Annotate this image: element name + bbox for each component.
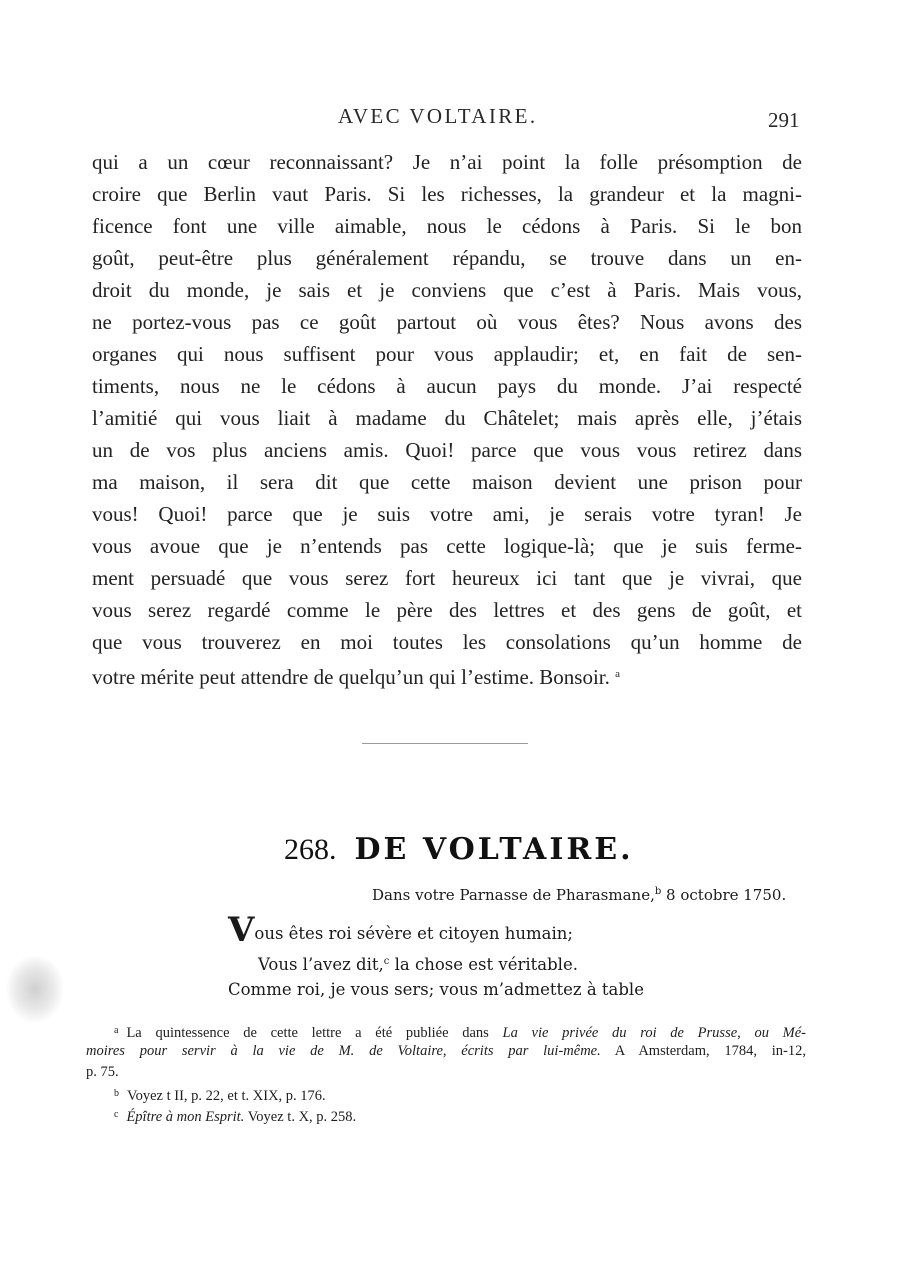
text-line: vous serez regardé comme le père des lettres et des gens de goût, et xyxy=(92,598,802,622)
verse-line-2 xyxy=(228,948,644,976)
paper-smudge xyxy=(6,955,64,1023)
footnote-c xyxy=(86,1104,806,1125)
drop-cap: V xyxy=(228,910,255,950)
verse-line-2-before: Vous l’avez dit, xyxy=(258,955,384,974)
footnote-marker-b: b xyxy=(114,1088,119,1099)
footnote-ref-b[interactable]: b xyxy=(654,886,662,897)
footnotes xyxy=(86,1020,806,1125)
letter-body-text xyxy=(92,146,802,690)
dateline-date: 8 octobre 1750. xyxy=(666,886,787,904)
text-line: vous! Quoi! parce que je suis votre ami, je serais votre tyran! Je xyxy=(92,502,802,526)
footnote-a-book-title: La vie privée du roi de Prusse, ou Mé- xyxy=(502,1025,806,1041)
text-line: organes qui nous suffisent pour vous applaudir; et, en fait de sen- xyxy=(92,342,802,366)
text-line: ficence font une ville aimable, nous le cédons à Paris. Si le bon xyxy=(92,214,802,238)
running-head xyxy=(0,104,900,134)
text-line: goût, peut-être plus généralement répandu, se trouve dans un en- xyxy=(92,246,802,270)
footnote-marker-c: c xyxy=(114,1109,119,1120)
footnote-a-line-1 xyxy=(86,1020,806,1041)
text-line: droit du monde, je sais et je conviens que c’est à Paris. Mais vous, xyxy=(92,278,802,302)
verse-line-1 xyxy=(228,910,644,950)
letter-number: 268. xyxy=(284,833,337,866)
running-title: AVEC VOLTAIRE. xyxy=(338,104,538,128)
text-line: ma maison, il sera dit que cette maison devient une prison pour xyxy=(92,470,802,494)
letter-heading xyxy=(284,830,634,868)
footnote-a-text: La quintessence de cette lettre a été publiée dans xyxy=(126,1025,503,1041)
footnote-a-publication: A Amsterdam, 1784, in-12, xyxy=(600,1043,806,1059)
footnote-c-text: Voyez t. X, p. 258. xyxy=(244,1109,357,1125)
dateline-place: Dans votre Parnasse de Pharasmane, xyxy=(372,886,655,904)
text-line: un de vos plus anciens amis. Quoi! parce que vous vous retirez dans xyxy=(92,438,802,462)
text-line: que vous trouverez en moi toutes les consolations qu’un homme de xyxy=(92,630,802,654)
text-line-last xyxy=(92,658,802,690)
verse-line-2-after: la chose est véritable. xyxy=(389,955,578,974)
footnote-ref-a[interactable]: a xyxy=(615,668,621,680)
footnote-b-text: Voyez t II, p. 22, et t. XIX, p. 176. xyxy=(127,1088,326,1104)
dateline xyxy=(372,886,786,904)
text-line: croire que Berlin vaut Paris. Si les richesses, la grandeur et la magni- xyxy=(92,182,802,206)
text-line: qui a un cœur reconnaissant? Je n’ai point la folle présomption de xyxy=(92,150,802,174)
text-line: vous avoue que je n’entends pas cette logique-là; que je suis ferme- xyxy=(92,534,802,558)
footnote-a-line-3: p. 75. xyxy=(86,1064,119,1080)
text-line-content: votre mérite peut attendre de quelqu’un qui l’estime. Bonsoir. xyxy=(92,665,610,689)
verse-block xyxy=(228,910,644,1004)
section-divider xyxy=(362,743,528,744)
footnote-marker-a: a xyxy=(114,1025,119,1036)
footnote-c-title: Épître à mon Esprit. xyxy=(126,1109,245,1125)
letter-title: DE VOLTAIRE. xyxy=(354,832,634,867)
footnote-ref-c[interactable]: c xyxy=(383,956,390,967)
text-line: ne portez-vous pas ce goût partout où vous êtes? Nous avons des xyxy=(92,310,802,334)
text-line: ment persuadé que vous serez fort heureux ici tant que je vivrai, que xyxy=(92,566,802,590)
verse-line-3: Comme roi, je vous sers; vous m’admettez à table xyxy=(228,980,644,999)
text-line: l’amitié qui vous liait à madame du Châtelet; mais après elle, j’étais xyxy=(92,406,802,430)
footnote-b xyxy=(86,1083,806,1104)
page-number: 291 xyxy=(768,108,800,132)
footnote-a-book-title-cont: moires pour servir à la vie de M. de Voltaire, écrits par lui-même. xyxy=(86,1043,601,1059)
verse-line-1-text: ous êtes roi sévère et citoyen humain; xyxy=(254,924,573,943)
text-line: timents, nous ne le cédons à aucun pays du monde. J’ai respecté xyxy=(92,374,802,398)
footnote-a-line-2 xyxy=(86,1041,806,1062)
